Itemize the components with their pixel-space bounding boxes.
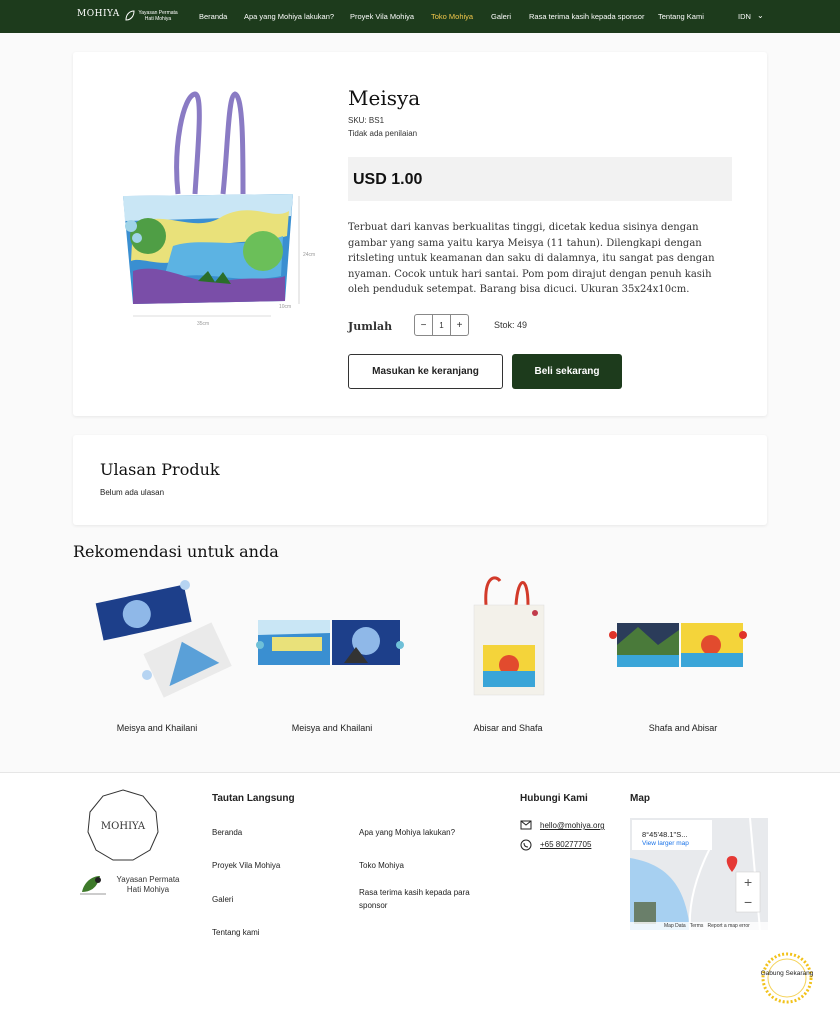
contact-email-link[interactable]: hello@mohiya.org <box>540 821 605 830</box>
reviews-empty-text: Belum ada ulasan <box>100 488 165 497</box>
join-now-badge[interactable] <box>760 951 814 1005</box>
recommendation-card[interactable] <box>77 575 237 745</box>
footer-link-galeri[interactable]: Galeri <box>212 895 234 904</box>
dim-width-label: 35cm <box>197 321 210 327</box>
stock-count: Stok: 49 <box>494 320 528 330</box>
recommendations-title: Rekomendasi untuk anda <box>73 542 279 561</box>
mail-icon <box>520 820 532 830</box>
footer-yayasan-logo[interactable] <box>78 872 188 898</box>
recommendation-name[interactable]: Meisya and Khailani <box>291 723 373 733</box>
leaf-icon <box>124 10 136 22</box>
sun-icon <box>760 951 814 1005</box>
whatsapp-icon <box>520 839 532 851</box>
recommendation-card[interactable] <box>428 575 588 745</box>
contact-title: Hubungi Kami <box>520 793 588 804</box>
recommendation-image[interactable] <box>428 575 588 710</box>
reviews-title: Ulasan Produk <box>100 460 220 479</box>
footer-logo-text: MOHIYA <box>100 821 146 832</box>
mohiya-logo[interactable]: MOHIYA <box>77 9 120 19</box>
nav-item-tentang-kami[interactable]: Tentang Kami <box>658 12 704 21</box>
quantity-input[interactable]: 1 <box>432 315 451 335</box>
map-zoom-in-button[interactable]: + <box>744 874 753 890</box>
quantity-minus-button[interactable]: − <box>420 319 427 331</box>
nav-item-toko-mohiya[interactable]: Toko Mohiya <box>431 12 474 21</box>
product-price: USD 1.00 <box>353 171 423 188</box>
quantity-stepper <box>414 314 469 336</box>
recommendation-image[interactable] <box>603 575 763 710</box>
yayasan-logo-text: Yayasan Permata Hati Mohiya <box>138 10 178 22</box>
recommendation-image[interactable] <box>77 575 237 710</box>
nav-item-proyek-vila[interactable]: Proyek Vila Mohiya <box>350 12 415 21</box>
recommendation-name[interactable]: Shafa and Abisar <box>648 723 718 733</box>
dim-height-label: 24cm <box>303 252 316 258</box>
footer-link-tentang-kami[interactable]: Tentang kami <box>212 928 260 937</box>
footer-mohiya-logo[interactable] <box>86 788 160 862</box>
product-title: Meisya <box>348 86 421 110</box>
product-rating: Tidak ada penilaian <box>348 129 418 138</box>
recommendation-name[interactable]: Abisar and Shafa <box>473 723 543 733</box>
dim-depth-label: 10cm <box>279 304 292 310</box>
yayasan-logo[interactable] <box>124 8 178 26</box>
nav-item-apa-yang-mohiya[interactable]: Apa yang Mohiya lakukan? <box>244 12 335 21</box>
reviews-card <box>73 435 767 525</box>
chevron-down-icon[interactable]: ⌄ <box>757 11 764 20</box>
product-description: Terbuat dari kanvas berkualitas tinggi, dicetak kedua sisinya dengan gambar yang sama yaitu karya Meisya (11 tahun). Dilengkapi dengan ritsleting untuk keamanan dan saku di dalamnya, itu sangat pas dengan nyaman. Cocok untuk hari santai. Pom pom dirajut dengan penuh kasih oleh penduduk setempat. Barang bisa dicuci. Ukuran 35x24x10cm. <box>348 222 715 296</box>
quantity-label: Jumlah <box>348 320 393 333</box>
footer-link-beranda[interactable]: Beranda <box>212 828 243 837</box>
recommendation-name[interactable]: Meisya and Khailani <box>116 723 198 733</box>
footer-links-title: Tautan Langsung <box>212 793 295 804</box>
language-selector[interactable]: IDN <box>738 12 751 21</box>
map-larger-link[interactable]: View larger map <box>642 840 689 847</box>
map-coordinates: 8°45'48.1"S... <box>642 830 688 839</box>
footer-yayasan-text: Yayasan Permata Hati Mohiya <box>116 875 180 894</box>
nav-item-sponsor[interactable]: Rasa terima kasih kepada sponsor <box>529 12 645 21</box>
footer-link-sponsor[interactable]: Rasa terima kasih kepada para sponsor <box>359 888 470 910</box>
buy-now-button[interactable]: Beli sekarang <box>512 354 622 389</box>
product-image[interactable] <box>103 86 333 334</box>
nav-item-beranda[interactable]: Beranda <box>199 12 228 21</box>
map-footer-text: Map Data Terms Report a map error <box>664 923 750 929</box>
footer-link-proyek-vila[interactable]: Proyek Vila Mohiya <box>212 861 281 870</box>
map-zoom-out-button[interactable]: − <box>744 894 753 910</box>
product-sku: SKU: BS1 <box>348 116 385 125</box>
price-box <box>348 157 732 201</box>
quantity-plus-button[interactable]: + <box>456 319 463 331</box>
recommendation-image[interactable] <box>252 575 412 710</box>
embedded-map[interactable] <box>630 818 768 930</box>
add-to-cart-button[interactable]: Masukan ke keranjang <box>348 354 503 389</box>
footer-link-apa-yang-mohiya[interactable]: Apa yang Mohiya lakukan? <box>359 828 456 837</box>
contact-phone-link[interactable]: +65 80277705 <box>540 840 592 849</box>
join-now-text[interactable]: Gabung Sekarang <box>760 970 814 977</box>
recommendation-card[interactable] <box>603 575 763 745</box>
leaf-icon <box>78 872 108 896</box>
map-title: Map <box>630 793 650 804</box>
footer-link-toko-mohiya[interactable]: Toko Mohiya <box>359 861 404 870</box>
nav-item-galeri[interactable]: Galeri <box>491 12 512 21</box>
recommendation-card[interactable] <box>252 575 412 745</box>
top-navbar <box>0 0 840 33</box>
